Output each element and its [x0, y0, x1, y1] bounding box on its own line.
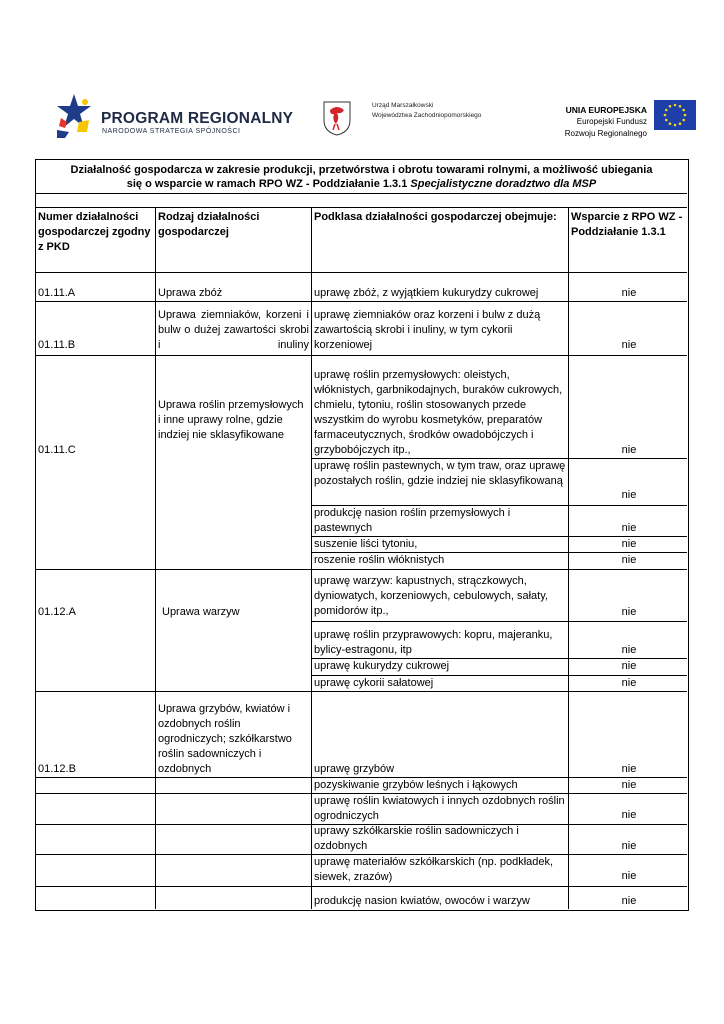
- page-header: [0, 88, 724, 148]
- row-divider: [36, 355, 687, 356]
- podklasa-cell: uprawę grzybów: [314, 763, 395, 775]
- rodzaj-cell: Uprawa roślin przemysłowych i inne uprawy rolne, gdzie indziej nie sklasyfikowane: [158, 399, 304, 441]
- rodzaj-cell: Uprawa zbóż: [158, 287, 223, 299]
- podklasa-cell: uprawę roślin kwiatowych i innych ozdobnych roślin ogrodniczych: [314, 795, 565, 822]
- eu-line2: Europejski Fundusz: [576, 117, 647, 126]
- wsparcie-cell: nie: [621, 444, 637, 456]
- row-divider: [36, 301, 687, 302]
- wsparcie-cell: nie: [621, 895, 637, 907]
- row-divider: [36, 886, 687, 887]
- eu-flag-icon: [654, 100, 696, 130]
- wsparcie-cell: nie: [621, 606, 637, 618]
- wsparcie-cell: nie: [621, 870, 637, 882]
- podklasa-cell: pozyskiwanie grzybów leśnych i łąkowych: [314, 779, 518, 791]
- title-line2-plain: się o wsparcie w ramach RPO WZ - Poddziałanie 1.3.1: [126, 178, 411, 190]
- urzad-marszalkowski-label: [372, 101, 481, 121]
- podklasa-cell: produkcję nasion kwiatów, owoców i warzyw: [314, 895, 530, 907]
- wsparcie-cell: nie: [621, 677, 637, 689]
- voivodeship-crest-icon: [322, 100, 352, 136]
- podklasa-cell: uprawę roślin pastewnych, w tym traw, oraz uprawę pozostałych roślin, gdzie indziej nie sklasyfikowaną: [314, 460, 566, 487]
- podklasa-cell: uprawę roślin przemysłowych: oleistych, włóknistych, garbnikodajnych, buraków cukrowych, chmielu, tytoniu, roślin stosowanych przede wszystkim do wyrobu kosmetyków, preparatów farmaceutycznych, środków owadobójczych i grzybobójczych itp.,: [314, 369, 563, 456]
- podklasa-cell: suszenie liści tytoniu,: [314, 538, 418, 550]
- header-wsparcie: Wsparcie z RPO WZ - Poddziałanie 1.3.1: [571, 211, 683, 238]
- rodzaj-cell: Uprawa warzyw: [162, 606, 240, 618]
- spacer-row: [36, 194, 687, 208]
- wsparcie-cell: nie: [621, 644, 637, 656]
- podklasa-cell: uprawę warzyw: kapustnych, strączkowych, dyniowatych, korzeniowych, cebulowych, sałaty, pomidorów itp.,: [314, 575, 548, 617]
- program-subtitle: NARODOWA STRATEGIA SPÓJNOŚCI: [102, 128, 241, 135]
- col-divider: [568, 208, 569, 909]
- urzad-line2: Województwa Zachodniopomorskiego: [372, 112, 482, 119]
- podklasa-cell: uprawę roślin przyprawowych: kopru, majeranku, bylicy-estragonu, itp: [314, 629, 553, 656]
- wsparcie-cell: nie: [621, 489, 637, 501]
- col-divider: [155, 208, 156, 909]
- podklasa-cell: uprawę ziemniaków oraz korzeni i bulw z dużą zawartością skrobi i inuliny, w tym cykorii korzeniowej: [314, 309, 541, 351]
- pkd-code: 01.11.A: [38, 287, 76, 299]
- header-rodzaj: Rodzaj działalności gospodarczej: [158, 211, 260, 238]
- col-divider: [311, 208, 312, 909]
- wsparcie-cell: nie: [621, 554, 637, 566]
- header-podklasa: Podklasa działalności gospodarczej obejmuje:: [314, 211, 557, 223]
- pkd-code: 01.11.B: [38, 339, 76, 351]
- urzad-line1: Urząd Marszałkowski: [372, 102, 434, 109]
- program-regionalny-logo-icon: [55, 92, 93, 140]
- eu-line1: UNIA EUROPEJSKA: [565, 105, 647, 115]
- document-title: [36, 160, 687, 194]
- podklasa-cell: uprawę zbóż, z wyjątkiem kukurydzy cukrowej: [314, 287, 539, 299]
- wsparcie-cell: nie: [621, 809, 637, 821]
- wsparcie-cell: nie: [621, 522, 637, 534]
- eu-line3: Rozwoju Regionalnego: [564, 129, 647, 138]
- podklasa-cell: uprawę kukurydzy cukrowej: [314, 660, 450, 672]
- wsparcie-cell: nie: [621, 538, 637, 550]
- header-bottom-line: [36, 272, 687, 273]
- podklasa-cell: roszenie roślin włóknistych: [314, 554, 445, 566]
- rodzaj-cell: Uprawa grzybów, kwiatów i ozdobnych roślin ogrodniczych; szkółkarstwo roślin sadowniczych i ozdobnych: [158, 703, 292, 775]
- podklasa-cell: uprawę cykorii sałatowej: [314, 677, 434, 689]
- activity-table: [35, 159, 689, 911]
- wsparcie-cell: nie: [621, 840, 637, 852]
- row-divider: [312, 621, 687, 622]
- title-line2: [36, 177, 687, 191]
- wsparcie-cell: nie: [621, 339, 637, 351]
- wsparcie-cell: nie: [621, 763, 637, 775]
- pkd-code: 01.12.B: [38, 763, 76, 775]
- wsparcie-cell: nie: [621, 660, 637, 672]
- wsparcie-cell: nie: [621, 779, 637, 791]
- row-divider: [36, 691, 687, 692]
- pkd-code: 01.11.C: [38, 444, 76, 456]
- wsparcie-cell: nie: [621, 287, 637, 299]
- eu-label: [565, 104, 647, 140]
- header-pkd: Numer działalności gospodarczej zgodny z PKD: [38, 211, 151, 253]
- title-line2-italic: Specjalistyczne doradztwo dla MSP: [410, 178, 597, 190]
- podklasa-cell: produkcję nasion roślin przemysłowych i pastewnych: [314, 507, 511, 534]
- program-title: PROGRAM REGIONALNY: [101, 110, 294, 127]
- podklasa-cell: uprawę materiałów szkółkarskich (np. podkładek, siewek, zrazów): [314, 856, 554, 883]
- podklasa-cell: uprawy szkółkarskie roślin sadowniczych i ozdobnych: [314, 825, 519, 852]
- row-divider: [36, 569, 687, 570]
- pkd-code: 01.12.A: [38, 606, 76, 618]
- title-line1: Działalność gospodarcza w zakresie produkcji, przetwórstwa i obrotu towarami rolnymi, a możliwość ubiegania: [70, 164, 653, 176]
- rodzaj-cell: Uprawa ziemniaków, korzeni i bulw o dużej zawartości skrobi i inuliny: [158, 309, 309, 351]
